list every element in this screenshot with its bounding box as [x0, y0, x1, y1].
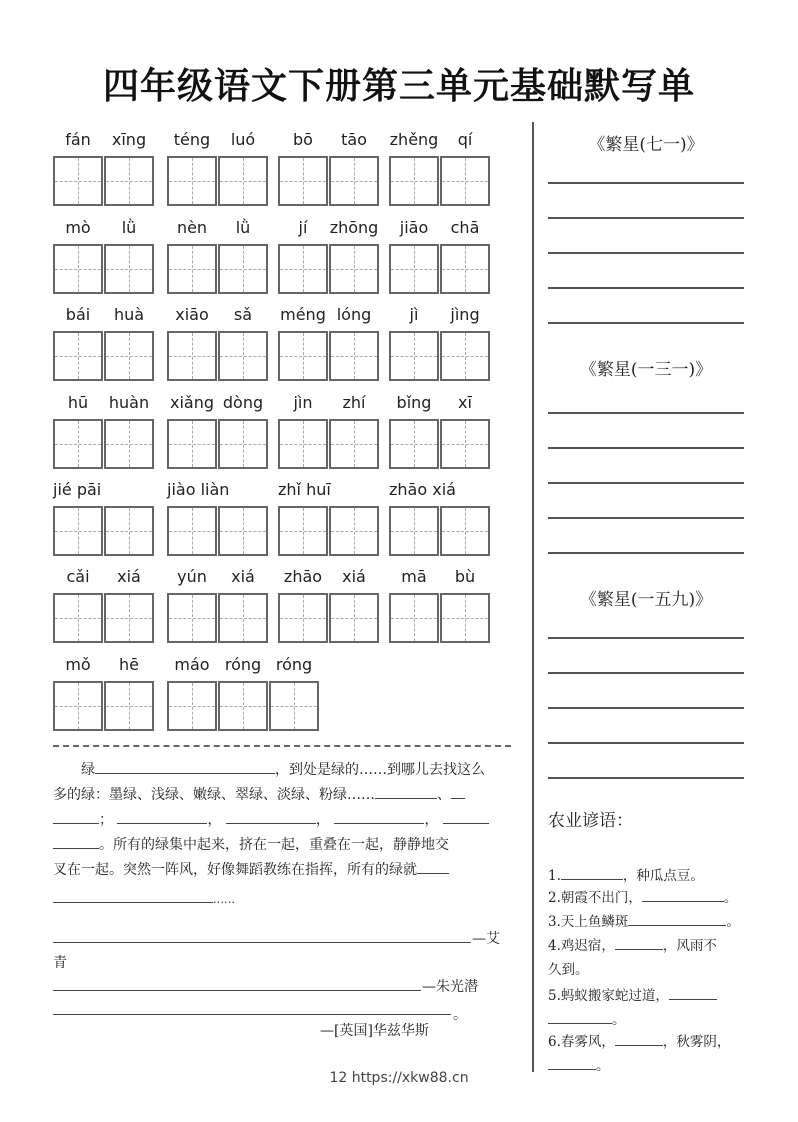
- pinyin-label: lǜ: [121, 218, 137, 237]
- pinyin-label: sǎ: [233, 305, 253, 324]
- tianzige-writing-box[interactable]: [53, 244, 103, 294]
- pinyin-label: máo: [174, 655, 210, 674]
- blank[interactable]: [53, 834, 99, 849]
- pinyin-label: yún: [177, 567, 207, 586]
- tianzige-writing-box[interactable]: [104, 419, 154, 469]
- quote-blank-3[interactable]: [53, 1014, 451, 1015]
- blank[interactable]: [417, 859, 449, 874]
- tianzige-writing-box[interactable]: [440, 331, 490, 381]
- page-footer: 12 https://xkw88.cn: [329, 1070, 469, 1086]
- tianzige-writing-box[interactable]: [278, 156, 328, 206]
- pinyin-label: tāo: [341, 130, 367, 149]
- tianzige-writing-box[interactable]: [440, 244, 490, 294]
- tianzige-writing-box[interactable]: [269, 681, 319, 731]
- separator: ，: [424, 812, 439, 828]
- tianzige-writing-box[interactable]: [389, 506, 439, 556]
- blank[interactable]: [628, 911, 726, 926]
- pinyin-label: jiào liàn: [167, 480, 230, 499]
- passage-text: 多的绿：墨绿、浅绿、嫩绿、翠绿、淡绿、粉绿……: [53, 787, 375, 803]
- pinyin-label: róng: [224, 655, 262, 674]
- pinyin-label: mā: [401, 567, 427, 586]
- pinyin-label: zhí: [342, 393, 366, 412]
- pinyin-label: xiá: [117, 567, 141, 586]
- tianzige-writing-box[interactable]: [389, 244, 439, 294]
- pinyin-label: xiá: [231, 567, 255, 586]
- tianzige-writing-box[interactable]: [167, 156, 217, 206]
- quote-author-1-cont: 青: [53, 955, 67, 971]
- quote-author-2: —朱光潜: [422, 979, 478, 995]
- tianzige-writing-box[interactable]: [440, 419, 490, 469]
- poem-writing-line[interactable]: [548, 412, 744, 414]
- pinyin-label: lǜ: [235, 218, 251, 237]
- section-divider: [53, 745, 511, 747]
- pinyin-label: cǎi: [66, 567, 90, 586]
- pinyin-label: huà: [113, 305, 145, 324]
- poem-writing-line[interactable]: [548, 252, 744, 254]
- separator: 、: [437, 787, 451, 803]
- pinyin-label: jì: [409, 305, 419, 324]
- column-divider: [532, 122, 534, 1072]
- poem-writing-line[interactable]: [548, 287, 744, 289]
- tianzige-writing-box[interactable]: [278, 593, 328, 643]
- blank[interactable]: [669, 985, 717, 1000]
- pinyin-label: mǒ: [65, 655, 91, 674]
- proverb-6-cont: 。: [548, 1054, 758, 1074]
- blank[interactable]: [548, 1009, 612, 1024]
- pinyin-label: qí: [457, 130, 473, 149]
- pinyin-label: xiāo: [175, 305, 209, 324]
- tianzige-writing-box[interactable]: [329, 156, 379, 206]
- tianzige-writing-box[interactable]: [167, 244, 217, 294]
- poem-writing-line[interactable]: [548, 742, 744, 744]
- pinyin-label: téng: [173, 130, 211, 149]
- tianzige-writing-box[interactable]: [329, 419, 379, 469]
- tianzige-writing-box[interactable]: [218, 593, 268, 643]
- pinyin-label: zhōng: [329, 218, 379, 237]
- tianzige-writing-box[interactable]: [167, 506, 217, 556]
- poem-writing-line[interactable]: [548, 447, 744, 449]
- proverb-4-cont: 久到。: [548, 962, 589, 978]
- pinyin-label: xiǎng: [169, 393, 214, 412]
- pinyin-label: bō: [293, 130, 313, 149]
- poem-writing-line[interactable]: [548, 482, 744, 484]
- passage-text: ……: [213, 893, 235, 906]
- poem-writing-line[interactable]: [548, 707, 744, 709]
- pinyin-label: hū: [67, 393, 89, 412]
- separator: ，: [207, 812, 222, 828]
- tianzige-writing-box[interactable]: [278, 244, 328, 294]
- proverb-5: 5.蚂蚁搬家蛇过道，: [548, 984, 758, 1004]
- blank[interactable]: [95, 759, 275, 774]
- passage-text: 绿: [81, 762, 95, 778]
- pinyin-label: bù: [454, 567, 476, 586]
- quote-author-3: —[英国]华兹华斯: [320, 1023, 429, 1039]
- tianzige-writing-box[interactable]: [53, 419, 103, 469]
- separator: ；: [99, 812, 113, 828]
- tianzige-writing-box[interactable]: [440, 156, 490, 206]
- pinyin-label: dòng: [222, 393, 264, 412]
- tianzige-writing-box[interactable]: [389, 331, 439, 381]
- tianzige-writing-box[interactable]: [167, 419, 217, 469]
- poem-writing-line[interactable]: [548, 517, 744, 519]
- pinyin-label: róng: [275, 655, 313, 674]
- proverb-2: 2.朝霞不出门， 。: [548, 886, 758, 906]
- tianzige-writing-box[interactable]: [53, 156, 103, 206]
- pinyin-label: jí: [298, 218, 308, 237]
- tianzige-writing-box[interactable]: [104, 244, 154, 294]
- poem-title-1: 《繁星(七一)》: [588, 135, 704, 155]
- pinyin-label: zhāo: [283, 567, 323, 586]
- tianzige-writing-box[interactable]: [104, 681, 154, 731]
- tianzige-writing-box[interactable]: [278, 419, 328, 469]
- blank[interactable]: [117, 809, 207, 824]
- blank[interactable]: [334, 809, 424, 824]
- pinyin-label: jié pāi: [53, 480, 102, 499]
- pinyin-label: jìng: [450, 305, 480, 324]
- tianzige-writing-box[interactable]: [218, 244, 268, 294]
- tianzige-writing-box[interactable]: [167, 331, 217, 381]
- pinyin-label: hē: [119, 655, 139, 674]
- poem-writing-line[interactable]: [548, 322, 744, 324]
- page-title: 四年级语文下册第三单元基础默写单: [102, 65, 695, 107]
- tianzige-writing-box[interactable]: [218, 331, 268, 381]
- blank[interactable]: [53, 888, 213, 903]
- pinyin-label: fán: [65, 130, 91, 149]
- blank[interactable]: [615, 935, 663, 950]
- pinyin-label: nèn: [176, 218, 208, 237]
- blank[interactable]: [451, 784, 465, 799]
- pinyin-label: bái: [65, 305, 91, 324]
- pinyin-label: lóng: [336, 305, 372, 324]
- tianzige-writing-box[interactable]: [218, 156, 268, 206]
- tianzige-writing-box[interactable]: [53, 593, 103, 643]
- quote-author-1: —艾: [472, 931, 500, 947]
- pinyin-label: xīng: [111, 130, 147, 149]
- proverb-4: 4.鸡迟宿， ，风雨不: [548, 934, 758, 954]
- pinyin-label: bǐng: [396, 393, 432, 412]
- tianzige-writing-box[interactable]: [53, 331, 103, 381]
- tianzige-writing-box[interactable]: [440, 593, 490, 643]
- tianzige-writing-box[interactable]: [218, 419, 268, 469]
- pinyin-label: méng: [280, 305, 326, 324]
- quote-blank-1[interactable]: [53, 942, 471, 943]
- blank[interactable]: [53, 809, 99, 824]
- poem-writing-line[interactable]: [548, 182, 744, 184]
- separator: ，: [315, 812, 330, 828]
- pinyin-label: luó: [230, 130, 256, 149]
- tianzige-writing-box[interactable]: [389, 593, 439, 643]
- pinyin-label: xiá: [342, 567, 366, 586]
- tianzige-writing-box[interactable]: [167, 681, 217, 731]
- pinyin-label: jiāo: [399, 218, 429, 237]
- passage-text: 。所有的绿集中起来，挤在一起，重叠在一起，静静地交: [99, 837, 449, 853]
- proverbs-heading: 农业谚语：: [548, 811, 633, 831]
- pinyin-label: xī: [458, 393, 472, 412]
- poem-title-3: 《繁星(一五九)》: [579, 590, 713, 610]
- tianzige-writing-box[interactable]: [53, 506, 103, 556]
- tianzige-writing-box[interactable]: [329, 593, 379, 643]
- pinyin-label: huàn: [108, 393, 150, 412]
- blank[interactable]: [561, 865, 623, 880]
- proverb-1: 1. ，种瓜点豆。: [548, 864, 758, 884]
- poem-writing-line[interactable]: [548, 777, 744, 779]
- passage-text: ，到处是绿的……到哪儿去找这么: [275, 762, 485, 778]
- quote-blank-2[interactable]: [53, 990, 421, 991]
- tianzige-writing-box[interactable]: [218, 506, 268, 556]
- tianzige-writing-box[interactable]: [218, 681, 268, 731]
- blank[interactable]: [443, 809, 489, 824]
- tianzige-writing-box[interactable]: [389, 419, 439, 469]
- tianzige-writing-box[interactable]: [104, 506, 154, 556]
- tianzige-writing-box[interactable]: [440, 506, 490, 556]
- tianzige-writing-box[interactable]: [104, 593, 154, 643]
- blank[interactable]: [615, 1031, 663, 1046]
- pinyin-label: zhāo xiá: [389, 480, 456, 499]
- tianzige-writing-box[interactable]: [329, 506, 379, 556]
- tianzige-writing-box[interactable]: [329, 244, 379, 294]
- poem-writing-line[interactable]: [548, 217, 744, 219]
- tianzige-writing-box[interactable]: [167, 593, 217, 643]
- pinyin-label: zhǐ huī: [278, 480, 331, 499]
- tianzige-writing-box[interactable]: [329, 331, 379, 381]
- blank[interactable]: [226, 809, 316, 824]
- poem-writing-line[interactable]: [548, 672, 744, 674]
- proverb-3: 3.天上鱼鳞斑 。: [548, 910, 758, 930]
- pinyin-label: mò: [65, 218, 91, 237]
- blank[interactable]: [642, 887, 724, 902]
- passage-fill-in: [53, 758, 513, 912]
- end-mark: 。: [453, 1007, 467, 1023]
- tianzige-writing-box[interactable]: [53, 681, 103, 731]
- poem-writing-line[interactable]: [548, 552, 744, 554]
- pinyin-label: zhěng: [389, 130, 439, 149]
- proverb-5-cont: 。: [548, 1008, 758, 1028]
- blank[interactable]: [375, 784, 437, 799]
- blank[interactable]: [548, 1055, 596, 1070]
- pinyin-label: jìn: [293, 393, 313, 412]
- tianzige-writing-box[interactable]: [278, 331, 328, 381]
- tianzige-writing-box[interactable]: [389, 156, 439, 206]
- tianzige-writing-box[interactable]: [104, 331, 154, 381]
- tianzige-writing-box[interactable]: [104, 156, 154, 206]
- poem-title-2: 《繁星(一三一)》: [579, 360, 713, 380]
- tianzige-writing-box[interactable]: [278, 506, 328, 556]
- passage-text: 叉在一起。突然一阵风，好像舞蹈教练在指挥，所有的绿就: [53, 862, 417, 878]
- pinyin-label: chā: [450, 218, 480, 237]
- poem-writing-line[interactable]: [548, 637, 744, 639]
- proverb-6: 6.春雾风， ，秋雾阴，: [548, 1030, 758, 1050]
